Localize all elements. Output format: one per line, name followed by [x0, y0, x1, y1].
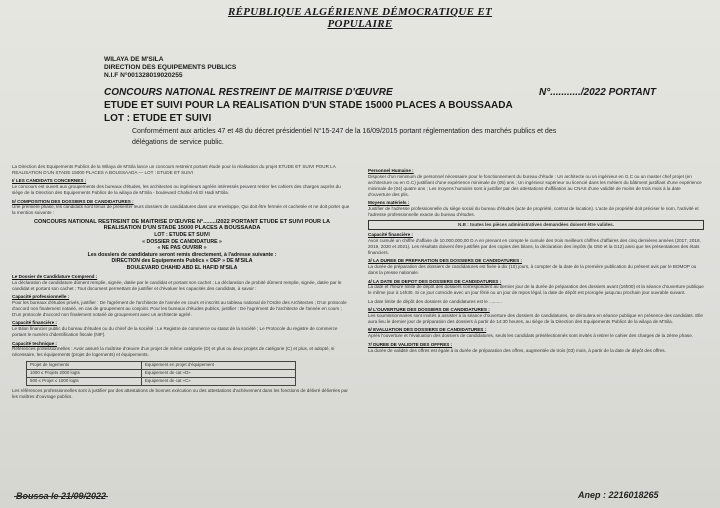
issuer-block: [104, 56, 236, 80]
paragraph: La date limite de dépôt des dossiers de candidatures est le ..........: [368, 298, 502, 304]
table-cell: Equipement en projet d'équipement: [141, 361, 295, 369]
section-heading: I/ LES CANDIDATS CONCERNES :: [12, 178, 87, 184]
issuer-direction: DIRECTION DES EQUIPEMENTS PUBLICS: [104, 64, 237, 71]
paragraph: La déclaration de candidature dûment remplie, signée, datée par le candidat et portant son cachet ; La déclaration de probité dûment remplie, signée, datée par le candidat et portant son cachet ; Tout document permettant de justifier et d'évaluer les capacités des candidats, à savoir :: [12, 279, 342, 291]
paragraph: La date et l'heure limite de dépôt des dossiers correspondent au dernier jour de la durée de préparation des dossiers avant (16h00) et la séance d'ouverture publique le même jour à 14h30. Si ce jour coïncide avec un jour férié ou un jour de repos légal, la date de dépôt est prorogée jusqu'au prochain jour ouvrable suivant.: [368, 284, 704, 296]
paragraph: La durée de préparation des dossiers de candidatures est fixée à dix (10) jours, à compter de la date de la première publication du présent avis par le BOMOP ou dans la presse nationale.: [368, 264, 697, 276]
section-heading: 6/ EVALUATION DES DOSSIERS DE CANDIDATURES :: [368, 327, 487, 333]
envelope-line: « NE PAS OUVRIR »: [157, 245, 207, 252]
section-heading: 4/ LA DATE DE DEPOT DES DOSSIERS DE CANDIDATURES :: [368, 278, 502, 284]
envelope-line: REALISATION D'UN STADE 15000 PLACES A BOUSSAADA: [103, 225, 261, 232]
section-heading: II/ COMPOSITION DES DOSSIERS DE CANDIDATURES :: [12, 198, 134, 204]
table-cell: Equipement de cat «C»: [141, 377, 295, 385]
table-row: [27, 361, 296, 369]
contest-name: CONCOURS NATIONAL RESTREINT DE MAITRISE D'ŒUVRE: [104, 87, 393, 98]
envelope-line: DIRECTION des Equipements Publics « DEP » DE M'SILA: [111, 258, 253, 265]
paragraph: La durée de validité des offres est égale à la durée de préparation des offres, augmentée de trois (03) mois, à partir de la date de dépôt des offres.: [368, 347, 666, 353]
table-cell: 1000 ≤ Projets 2000 logts: [27, 369, 142, 377]
envelope-line: LOT : ETUDE ET SUIVI: [154, 231, 210, 238]
right-column: [368, 168, 704, 356]
section-heading: 3/ LA DUREE DE PREPARATION DES DOSSIERS DE CANDIDATURES :: [368, 258, 522, 264]
paragraph: Disposer d'un minimum de personnel nécessaire pour le fonctionnement du bureau d'étude : Un architecte ou un ingénieur en G.C ou un master chef projet (en architecture ou en G.C) justifiant d'une expérience minimale de (05) ans ; Un ingénieur supérieur ou licencié dans les métiers du bâtiment justifiant d'une expérience minimale de (04) quatre ans ; Les moyens humains sont à justifier par des attestations d'affiliation au CNAS d'une validité de moins de trois mois à la date d'ouverture des plis.: [368, 173, 702, 197]
envelope-line: BOULEVARD CHAHID ABD EL HAFID M'SILA: [126, 264, 238, 271]
republic-header: RÉPUBLIQUE ALGÉRIENNE DÉMOCRATIQUE ET POPULAIRE: [227, 6, 493, 30]
contest-number: N°.........../2022 PORTANT: [539, 87, 656, 98]
tender-object: ETUDE ET SUIVI POUR LA REALISATION D'UN STADE 15000 PLACES A BOUSSAADA: [104, 100, 513, 111]
tender-title-row: [104, 86, 656, 99]
tender-lot: LOT : ETUDE ET SUIVI: [104, 113, 212, 124]
paragraph: Avoir cumulé un chiffre d'affaire de 10.000.000,00 D.A en prenant en compte le cumule des trois meilleurs chiffres d'affaires des cinq dernières années (2017, 2018, 2019, 2020 et 2021). Les résultats doivent être justifiés par des copies des bilans, la déclaration des impôts (la G50 et la G12) ainsi que les présentations des états financiers.: [368, 238, 701, 255]
tender-title: [104, 86, 704, 125]
table-row: [27, 377, 296, 385]
section-heading: Capacité professionnelle :: [12, 294, 70, 300]
paragraph: Justifier de l'adresse professionnelle du siège social du bureau d'études (acte de propriété, contrat de location). L'acte de propriété doit préciser le nom, l'activité et l'adresse professionnelle exacte du bureau d'études.: [368, 205, 699, 217]
equivalence-table: [26, 361, 296, 386]
left-column: [12, 164, 352, 402]
envelope-line: CONCOURS NATIONAL RESTREINT DE MAITRISE D'ŒUVRE N°......../2022 PORTANT ETUDE ET SUIVI POUR LA: [33, 218, 331, 225]
issuer-wilaya: WILAYA DE M'SILA: [104, 56, 164, 63]
section-heading: Le Dossier de Candidature Comprend :: [12, 274, 98, 279]
section-heading: Capacité financière :: [12, 320, 57, 326]
paragraph: Références professionnelles : Avoir assuré la maîtrise d'œuvre d'un projet de même catégorie (D) et plus ou deux projets de catégorie (C) et plus, et adopté, si nécessaire, les équipements (projet de logements) et équipements.: [12, 346, 335, 358]
date-stamp: Boussa le 21/09/2022: [16, 491, 107, 501]
intro-paragraph: La Direction des Equipements Publics de la Wilaya de M'Sila lance un concours restreint portant étude pour la réalisation du projet ETUDE ET SUIVI POUR LA REALISATION D'UN STADE 15000 PLACES A BOUSSAADA — LOT : ETUDE ET SUIVI: [12, 164, 336, 175]
paragraph: Pour les bureaux d'études privés, justifier : De l'agrément de l'architecte de l'année en cours et inscrits au tableau national de l'Ordre des Architectes ; D'un protocole d'accord non finalement notarié, en cas de groupement au conjoint. Pour les bureaux d'études publics, justifier : De l'agrément de l'architecte de l'année en cours ; D'un protocole d'accord non finalement notarié de groupement avec un architecte agréé.: [12, 300, 347, 317]
section-heading: Capacité financière :: [368, 232, 413, 238]
paragraph: Une première phase, les candidats sont tenus de présenter leurs dossiers de candidatures dans une enveloppe, Qui doit être fermée et cachetée et ne doit porter que la mention suivante :: [12, 204, 350, 216]
table-row: [27, 369, 296, 377]
paragraph: Les soumissionnaires sont invités à assister à la séance d'ouverture des dossiers de candidatures, se déroulera en séance publique en présence des candidats. Elle aura lieu le dernier jour de préparation des dossiers à partir de 14:30 heures, au siège de la Direction des Equipements Publics de la wilaya de M'Sila.: [368, 313, 703, 324]
nota-bene-box: N.B : toutes les pièces administratives demandées doivent être valides.: [368, 220, 704, 230]
envelope-line: Les dossiers de candidature seront remis directement, à l'adresse suivante :: [87, 251, 277, 258]
section-heading: 7/ DUREE DE VALIDITE DES OFFRES :: [368, 341, 453, 347]
issuer-nif: N.I.F N°001328019020255: [104, 72, 183, 79]
table-cell: Equipement de cat «D»: [141, 369, 295, 377]
paragraph: Après l'ouverture et l'évaluation des dossiers de candidatures, seuls les candidats présélectionnés sont invités à retirer le cahier des charges de la 2ème phase.: [368, 333, 694, 339]
section-heading: 5/ L'OUVERTURE DES DOSSIERS DE CANDIDATURES :: [368, 307, 490, 313]
anep-reference: Anep : 2216018265: [578, 490, 659, 500]
section-heading: Moyens matériels :: [368, 200, 410, 206]
paragraph: Le concours est ouvert aux groupements des bureaux d'études, les architectes ou ingénieurs agréés intéressés peuvent retirer les cahiers des charges auprès du siège de la Direction des Equipements Publics de la wilaya de M'Sila - boulevard Chahid Ali El Hadi M'Sila.: [12, 184, 341, 196]
section-heading: Capacité technique :: [12, 340, 57, 346]
table-cell: 500 ≤ Projet ≤ 1000 logts: [27, 377, 142, 385]
paragraph: Les références professionnelles sont à justifier par des attestations de bonnes exécution ou des attestations d'achèvement dans les fonctions de délivré délivrées par les maîtres d'ouvrage publics.: [12, 387, 348, 399]
paragraph: Le Bilan financier public du bureau d'études ou du chiref de la société ; Le Registre de commerce ou statut de la société ; Le Protocole du registre de commerce portant le numéro d'identification fiscale (NIF).: [12, 326, 338, 338]
table-cell: Projet de logements: [27, 361, 142, 369]
legal-preamble: Conformément aux articles 47 et 48 du décret présidentiel N°15-247 de la 16/09/2015 portant réglementation des marchés publics et des délégations de service public.: [132, 128, 557, 146]
envelope-line: « DOSSIER DE CANDIDATURE »: [142, 238, 222, 245]
section-heading: Personnel Humaine :: [368, 168, 414, 173]
